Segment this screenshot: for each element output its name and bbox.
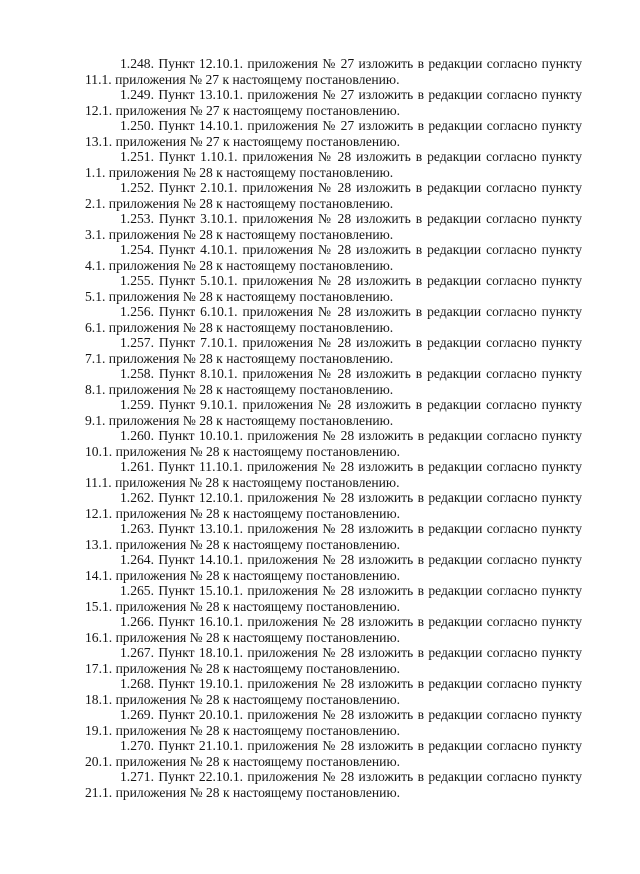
paragraph-1-264: 1.264. Пункт 14.10.1. приложения № 28 изложить в редакции согласно пункту 14.1. приложения № 28 к настоящему постановлению. (85, 552, 582, 583)
paragraph-1-261: 1.261. Пункт 11.10.1. приложения № 28 изложить в редакции согласно пункту 11.1. приложения № 28 к настоящему постановлению. (85, 459, 582, 490)
paragraph-1-254: 1.254. Пункт 4.10.1. приложения № 28 изложить в редакции согласно пункту 4.1. приложения № 28 к настоящему постановлению. (85, 242, 582, 273)
paragraph-1-267: 1.267. Пункт 18.10.1. приложения № 28 изложить в редакции согласно пункту 17.1. приложения № 28 к настоящему постановлению. (85, 645, 582, 676)
paragraph-1-256: 1.256. Пункт 6.10.1. приложения № 28 изложить в редакции согласно пункту 6.1. приложения № 28 к настоящему постановлению. (85, 304, 582, 335)
paragraph-1-260: 1.260. Пункт 10.10.1. приложения № 28 изложить в редакции согласно пункту 10.1. приложения № 28 к настоящему постановлению. (85, 428, 582, 459)
paragraph-1-249: 1.249. Пункт 13.10.1. приложения № 27 изложить в редакции согласно пункту 12.1. приложения № 27 к настоящему постановлению. (85, 87, 582, 118)
paragraph-1-262: 1.262. Пункт 12.10.1. приложения № 28 изложить в редакции согласно пункту 12.1. приложения № 28 к настоящему постановлению. (85, 490, 582, 521)
paragraph-1-250: 1.250. Пункт 14.10.1. приложения № 27 изложить в редакции согласно пункту 13.1. приложения № 27 к настоящему постановлению. (85, 118, 582, 149)
paragraph-1-271: 1.271. Пункт 22.10.1. приложения № 28 изложить в редакции согласно пункту 21.1. приложения № 28 к настоящему постановлению. (85, 769, 582, 800)
paragraph-1-266: 1.266. Пункт 16.10.1. приложения № 28 изложить в редакции согласно пункту 16.1. приложения № 28 к настоящему постановлению. (85, 614, 582, 645)
document-body (85, 56, 582, 800)
paragraph-1-248: 1.248. Пункт 12.10.1. приложения № 27 изложить в редакции согласно пункту 11.1. приложения № 27 к настоящему постановлению. (85, 56, 582, 87)
paragraph-1-265: 1.265. Пункт 15.10.1. приложения № 28 изложить в редакции согласно пункту 15.1. приложения № 28 к настоящему постановлению. (85, 583, 582, 614)
paragraph-1-270: 1.270. Пункт 21.10.1. приложения № 28 изложить в редакции согласно пункту 20.1. приложения № 28 к настоящему постановлению. (85, 738, 582, 769)
paragraph-1-269: 1.269. Пункт 20.10.1. приложения № 28 изложить в редакции согласно пункту 19.1. приложения № 28 к настоящему постановлению. (85, 707, 582, 738)
paragraph-1-251: 1.251. Пункт 1.10.1. приложения № 28 изложить в редакции согласно пункту 1.1. приложения № 28 к настоящему постановлению. (85, 149, 582, 180)
paragraph-1-259: 1.259. Пункт 9.10.1. приложения № 28 изложить в редакции согласно пункту 9.1. приложения № 28 к настоящему постановлению. (85, 397, 582, 428)
paragraph-1-252: 1.252. Пункт 2.10.1. приложения № 28 изложить в редакции согласно пункту 2.1. приложения № 28 к настоящему постановлению. (85, 180, 582, 211)
paragraph-1-263: 1.263. Пункт 13.10.1. приложения № 28 изложить в редакции согласно пункту 13.1. приложения № 28 к настоящему постановлению. (85, 521, 582, 552)
paragraph-1-257: 1.257. Пункт 7.10.1. приложения № 28 изложить в редакции согласно пункту 7.1. приложения № 28 к настоящему постановлению. (85, 335, 582, 366)
paragraph-1-255: 1.255. Пункт 5.10.1. приложения № 28 изложить в редакции согласно пункту 5.1. приложения № 28 к настоящему постановлению. (85, 273, 582, 304)
paragraph-1-258: 1.258. Пункт 8.10.1. приложения № 28 изложить в редакции согласно пункту 8.1. приложения № 28 к настоящему постановлению. (85, 366, 582, 397)
paragraph-1-253: 1.253. Пункт 3.10.1. приложения № 28 изложить в редакции согласно пункту 3.1. приложения № 28 к настоящему постановлению. (85, 211, 582, 242)
paragraph-1-268: 1.268. Пункт 19.10.1. приложения № 28 изложить в редакции согласно пункту 18.1. приложения № 28 к настоящему постановлению. (85, 676, 582, 707)
